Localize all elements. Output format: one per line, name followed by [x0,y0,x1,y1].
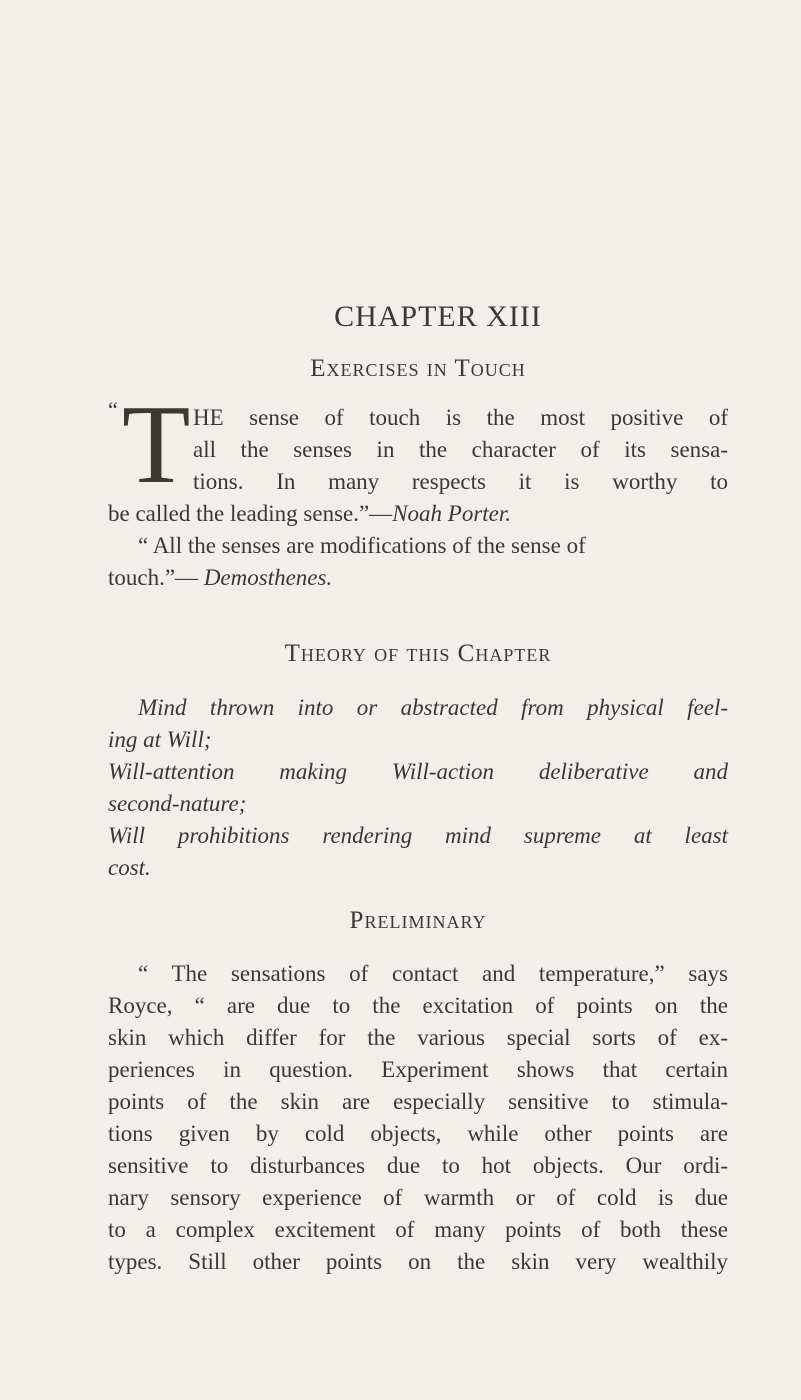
epigraph-author: Noah Porter. [392,501,512,526]
epigraph-text: touch.”— [108,565,204,590]
chapter-subtitle: Exercises in Touch [310,355,526,382]
epigraph-author: Demosthenes. [203,565,333,590]
body-line: types. Still other points on the skin very wealthily [108,1249,728,1274]
theory-line: ing at Will; [108,727,212,752]
epigraph [108,383,728,594]
epigraph-text: be called the leading sense.”— [108,501,393,526]
body-line: Royce, “ are due to the excitation of points on the [108,993,728,1018]
body-line: skin which differ for the various special sorts of ex- [108,1025,728,1050]
body-line: points of the skin are especially sensitive to stimula- [108,1089,728,1114]
body-line: tions given by cold objects, while other points are [108,1121,728,1146]
body-line: nary sensory experience of warmth or of cold is due [108,1185,728,1210]
theory-list [108,692,728,884]
epigraph-line [108,498,728,530]
dropcap-paragraph [108,383,728,507]
body-line: to a complex excitement of many points of both these [108,1217,728,1242]
epigraph-line: “ All the senses are modifications of the sense of [138,533,586,558]
preliminary-paragraph [108,958,728,1278]
theory-heading: Theory of this Chapter [284,640,552,667]
drop-cap: T [122,383,191,507]
epigraph-line: tions. In many respects it is worthy to [193,469,728,494]
body-line: periences in question. Experiment shows that certain [108,1057,728,1082]
epigraph-line: HE sense of touch is the most positive of [193,405,728,430]
preliminary-heading: Preliminary [349,907,487,934]
theory-line: second-nature; [108,791,247,816]
opening-quote: “ [108,397,118,422]
theory-line: Mind thrown into or abstracted from physical feel- [138,695,728,720]
theory-line: Will prohibitions rendering mind supreme at least [108,823,728,848]
epigraph-line [108,562,728,594]
theory-line: Will-attention making Will-action deliberative and [108,759,728,784]
epigraph-line: all the senses in the character of its sensa- [193,437,728,462]
body-line: “ The sensations of contact and temperature,” says [138,961,728,986]
theory-line: cost. [108,855,151,880]
chapter-title: CHAPTER XIII [334,300,542,333]
body-line: sensitive to disturbances due to hot objects. Our ordi- [108,1153,728,1178]
